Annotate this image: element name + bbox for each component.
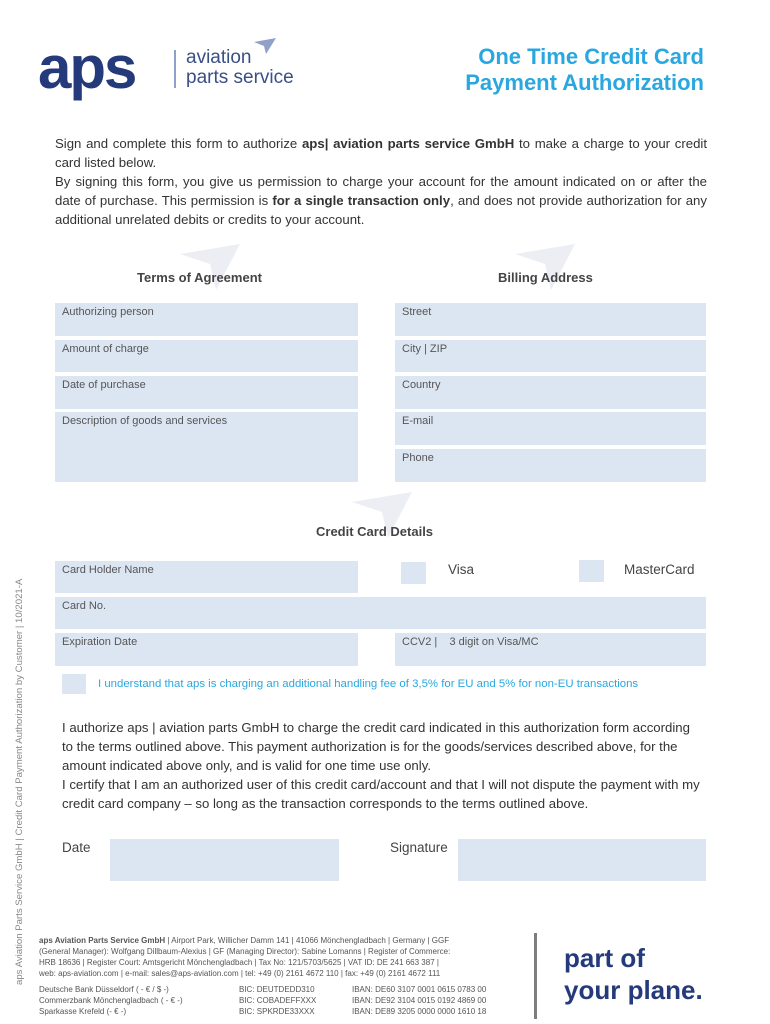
email-field[interactable] bbox=[395, 412, 706, 445]
intro-single-transaction: for a single transaction only bbox=[272, 193, 451, 208]
date-label: Date bbox=[62, 840, 91, 855]
footer-bank-bics bbox=[239, 984, 349, 1017]
plane-icon bbox=[252, 38, 278, 56]
declaration-paragraph-2: I certify that I am an authorized user of this credit card/account and that I will not dispute the payment with my credit card company – so long as the transaction corresponds to the terms outlined above. bbox=[62, 777, 700, 811]
country-label: Country bbox=[402, 379, 441, 391]
bank-name: Deutsche Bank Düsseldorf ( - € / $ -) bbox=[39, 985, 169, 994]
signature-label: Signature bbox=[390, 840, 448, 855]
bank-name: Sparkasse Krefeld (- € -) bbox=[39, 1007, 127, 1016]
footer-management: (General Manager): Wolfgang Dillbaum-Alexius | GF (Managing Director): Sabine Lomanns | Register of Commerce: bbox=[39, 947, 451, 956]
logo-line-parts-service: parts service bbox=[186, 67, 294, 88]
intro-p2-end: , and does not provide authorization for any additional unrelated debits or credits to your account. bbox=[55, 193, 707, 227]
card-number-label: Card No. bbox=[62, 600, 107, 612]
terms-heading: Terms of Agreement bbox=[137, 270, 262, 285]
page-title bbox=[364, 44, 704, 96]
city-zip-field[interactable] bbox=[395, 340, 706, 372]
footer-contact: web: aps-aviation.com | e-mail: sales@aps-aviation.com | tel: +49 (0) 2161 4672 110 | fax: +49 (0) 2161 4672 111 bbox=[39, 969, 441, 978]
footer-bank-names bbox=[39, 984, 239, 1017]
date-signature-field[interactable] bbox=[110, 839, 339, 881]
mastercard-label: MasterCard bbox=[624, 562, 695, 577]
footer-address: | Airport Park, Willicher Damm 141 | 41066 Mönchengladbach | Germany | GGF bbox=[165, 936, 450, 945]
street-field[interactable] bbox=[395, 303, 706, 336]
bank-iban: IBAN: DE60 3107 0001 0615 0783 00 bbox=[352, 985, 487, 994]
footer-company-name: aps Aviation Parts Service GmbH bbox=[39, 936, 166, 945]
slogan bbox=[564, 942, 703, 1006]
signature-field[interactable] bbox=[458, 839, 706, 881]
slogan-line-1: part of bbox=[564, 943, 645, 973]
title-line-2: Payment Authorization bbox=[465, 70, 704, 95]
bank-bic: BIC: DEUTDEDD310 bbox=[239, 985, 315, 994]
side-document-reference: aps Aviation Parts Service GmbH | Credit Card Payment Authorization by Customer | 10/2021-A bbox=[14, 578, 25, 985]
amount-of-charge-label: Amount of charge bbox=[62, 343, 149, 355]
ccv-label: CCV2 | 3 digit on Visa/MC bbox=[402, 636, 539, 648]
card-holder-name-field[interactable] bbox=[55, 561, 358, 593]
date-of-purchase-field[interactable] bbox=[55, 376, 358, 409]
phone-field[interactable] bbox=[395, 449, 706, 482]
email-label: E-mail bbox=[402, 415, 434, 427]
expiration-date-label: Expiration Date bbox=[62, 636, 138, 648]
bank-bic: BIC: COBADEFFXXX bbox=[239, 996, 317, 1005]
description-label: Description of goods and services bbox=[62, 415, 228, 427]
footer-divider bbox=[534, 933, 537, 1019]
fee-notice-text: I understand that aps is charging an additional handling fee of 3,5% for EU and 5% for non-EU transactions bbox=[98, 678, 639, 690]
description-field[interactable] bbox=[55, 412, 358, 482]
bank-name: Commerzbank Mönchengladbach ( - € -) bbox=[39, 996, 183, 1005]
logo-divider bbox=[174, 50, 176, 88]
slogan-line-2: your plane. bbox=[564, 975, 703, 1005]
intro-p1-end: to make a charge to your credit card listed below. bbox=[55, 136, 708, 170]
footer-bank-ibans bbox=[352, 984, 527, 1017]
card-details-heading: Credit Card Details bbox=[316, 524, 434, 539]
mastercard-checkbox[interactable] bbox=[579, 560, 604, 582]
logo-line-aviation: aviation bbox=[186, 47, 252, 68]
bank-iban: IBAN: DE92 3104 0015 0192 4869 00 bbox=[352, 996, 487, 1005]
bank-bic: BIC: SPKRDE33XXX bbox=[239, 1007, 315, 1016]
aps-logo-wordmark: aps bbox=[38, 34, 136, 101]
visa-checkbox[interactable] bbox=[401, 562, 426, 584]
authorizing-person-field[interactable] bbox=[55, 303, 358, 336]
authorization-declaration bbox=[62, 718, 702, 813]
declaration-paragraph-1: I authorize aps | aviation parts GmbH to charge the credit card indicated in this authorization form according to the terms outlined above. This payment authorization is for the goods/services described above, for the amount indicated above only, and is valid for one time use only. bbox=[62, 720, 690, 773]
card-holder-name-label: Card Holder Name bbox=[62, 564, 154, 576]
intro-text bbox=[55, 134, 707, 229]
fee-acknowledge-checkbox[interactable] bbox=[62, 674, 86, 694]
city-zip-label: City | ZIP bbox=[402, 343, 448, 355]
billing-heading: Billing Address bbox=[498, 270, 593, 285]
intro-p1-start: Sign and complete this form to authorize bbox=[55, 136, 302, 151]
country-field[interactable] bbox=[395, 376, 706, 409]
ccv-field[interactable] bbox=[395, 633, 706, 666]
footer-register: HRB 18636 | Register Court: Amtsgericht Mönchengladbach | Tax No: 121/5703/5625 | VAT ID: DE 241 663 387 | bbox=[39, 958, 439, 967]
date-of-purchase-label: Date of purchase bbox=[62, 379, 146, 391]
expiration-date-field[interactable] bbox=[55, 633, 358, 666]
amount-of-charge-field[interactable] bbox=[55, 340, 358, 372]
phone-label: Phone bbox=[402, 452, 434, 464]
authorizing-person-label: Authorizing person bbox=[62, 306, 154, 318]
visa-label: Visa bbox=[448, 562, 475, 577]
footer-company-info bbox=[39, 935, 519, 979]
title-line-1: One Time Credit Card bbox=[478, 44, 704, 69]
intro-p2-start: By signing this form, you give us permission to charge your account for the amount indicated on or after the date of purchase. This permission is bbox=[55, 174, 707, 208]
bank-iban: IBAN: DE89 3205 0000 0000 1610 18 bbox=[352, 1007, 487, 1016]
intro-company-name: aps| aviation parts service GmbH bbox=[301, 136, 515, 151]
street-label: Street bbox=[402, 306, 432, 318]
card-number-field[interactable] bbox=[55, 597, 706, 629]
